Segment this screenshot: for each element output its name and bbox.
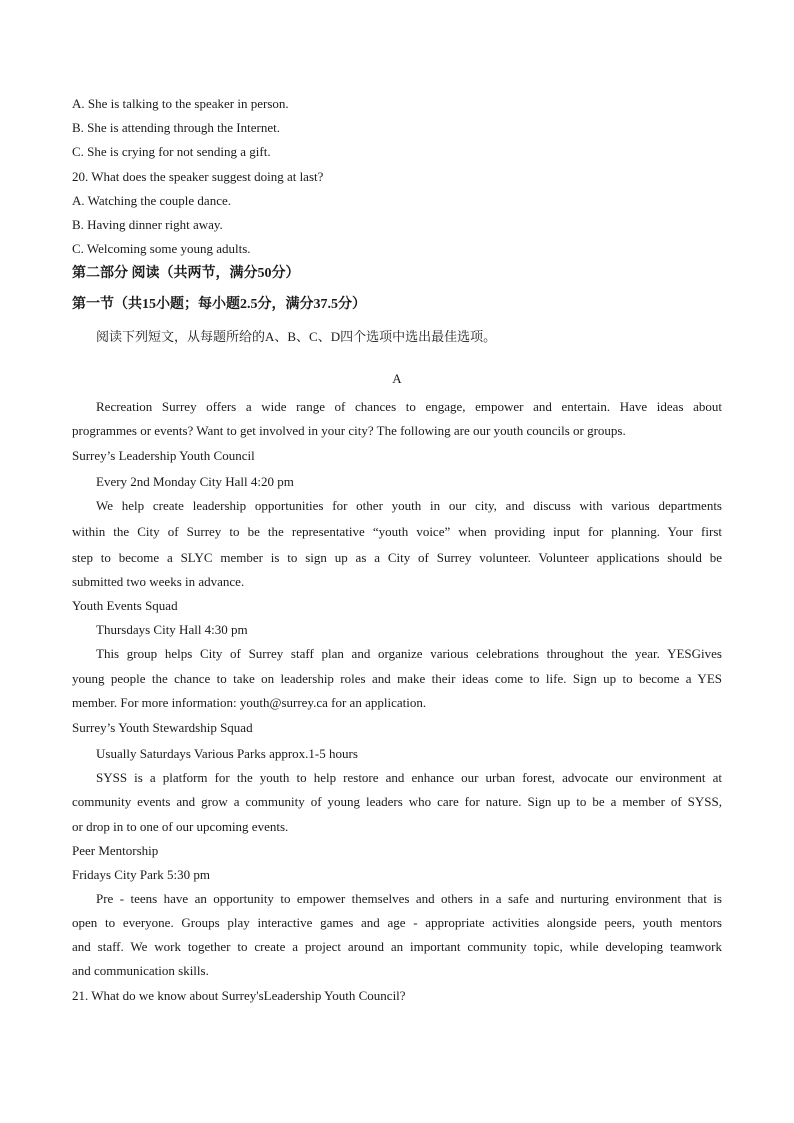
group-schedule-syss: Usually Saturdays Various Parks approx.1-5 hours: [96, 746, 358, 761]
group-text-slyc-3: step to become a SLYC member is to sign up as a City of Surrey volunteer. Volunteer applications should be: [72, 550, 722, 565]
q20-question: 20. What does the speaker suggest doing at last?: [72, 169, 324, 184]
group-title-slyc: Surrey’s Leadership Youth Council: [72, 448, 255, 463]
passage-label: A: [392, 371, 402, 386]
group-text-peer-4: and communication skills.: [72, 963, 209, 978]
intro-line-1: Recreation Surrey offers a wide range of chances to engage, empower and entertain. Have ideas about: [96, 399, 722, 414]
group-text-slyc-2: within the City of Surrey to be the representative “youth voice” when providing input for planning. Your first: [72, 524, 722, 539]
group-text-slyc-4: submitted two weeks in advance.: [72, 574, 245, 589]
group-text-peer-1: Pre - teens have an opportunity to empower themselves and others in a safe and nurturing environment that is: [96, 891, 722, 906]
group-schedule-peer: Fridays City Park 5:30 pm: [72, 867, 210, 882]
group-text-syss-1: SYSS is a platform for the youth to help restore and enhance our urban forest, advocate our environment at: [96, 770, 722, 785]
group-title-yes: Youth Events Squad: [72, 598, 178, 613]
group-text-yes-1: This group helps City of Surrey staff plan and organize various celebrations throughout the year. YESGives: [96, 646, 722, 661]
group-title-syss: Surrey’s Youth Stewardship Squad: [72, 720, 253, 735]
intro-line-2: programmes or events? Want to get involved in your city? The following are our youth councils or groups.: [72, 423, 626, 438]
group-text-peer-2: open to everyone. Groups play interactive games and age - appropriate activities alongside peers, youth mentors: [72, 915, 722, 930]
group-text-syss-2: community events and grow a community of young leaders who care for nature. Sign up to be a member of SYSS,: [72, 794, 722, 809]
group-schedule-slyc: Every 2nd Monday City Hall 4:20 pm: [96, 474, 294, 489]
instruction-text: 阅读下列短文，从每题所给的A、B、C、D四个选项中选出最佳选项。: [96, 329, 497, 344]
group-text-peer-3: and staff. We work together to create a project around an important community topic, while developing teamwork: [72, 939, 722, 954]
q19-option-a: A. She is talking to the speaker in person.: [72, 96, 289, 111]
group-text-slyc-1: We help create leadership opportunities for other youth in our city, and discuss with various departments: [96, 498, 722, 513]
group-text-yes-3: member. For more information: youth@surrey.ca for an application.: [72, 695, 427, 710]
group-text-syss-3: or drop in to one of our upcoming events.: [72, 819, 289, 834]
q20-option-b: B. Having dinner right away.: [72, 217, 223, 232]
section1-heading: 第一节（共15小题；每小题2.5分，满分37.5分）: [72, 297, 366, 312]
q20-option-a: A. Watching the couple dance.: [72, 193, 231, 208]
q21-question: 21. What do we know about Surrey'sLeadership Youth Council?: [72, 988, 406, 1003]
group-text-yes-2: young people the chance to take on leadership roles and make their ideas come to life. Sign up to become a YES: [72, 671, 722, 686]
part2-heading: 第二部分 阅读（共两节，满分50分）: [72, 266, 300, 281]
q20-option-c: C. Welcoming some young adults.: [72, 241, 251, 256]
group-schedule-yes: Thursdays City Hall 4:30 pm: [96, 622, 248, 637]
q19-option-c: C. She is crying for not sending a gift.: [72, 144, 271, 159]
q19-option-b: B. She is attending through the Internet.: [72, 120, 280, 135]
group-title-peer: Peer Mentorship: [72, 843, 159, 858]
